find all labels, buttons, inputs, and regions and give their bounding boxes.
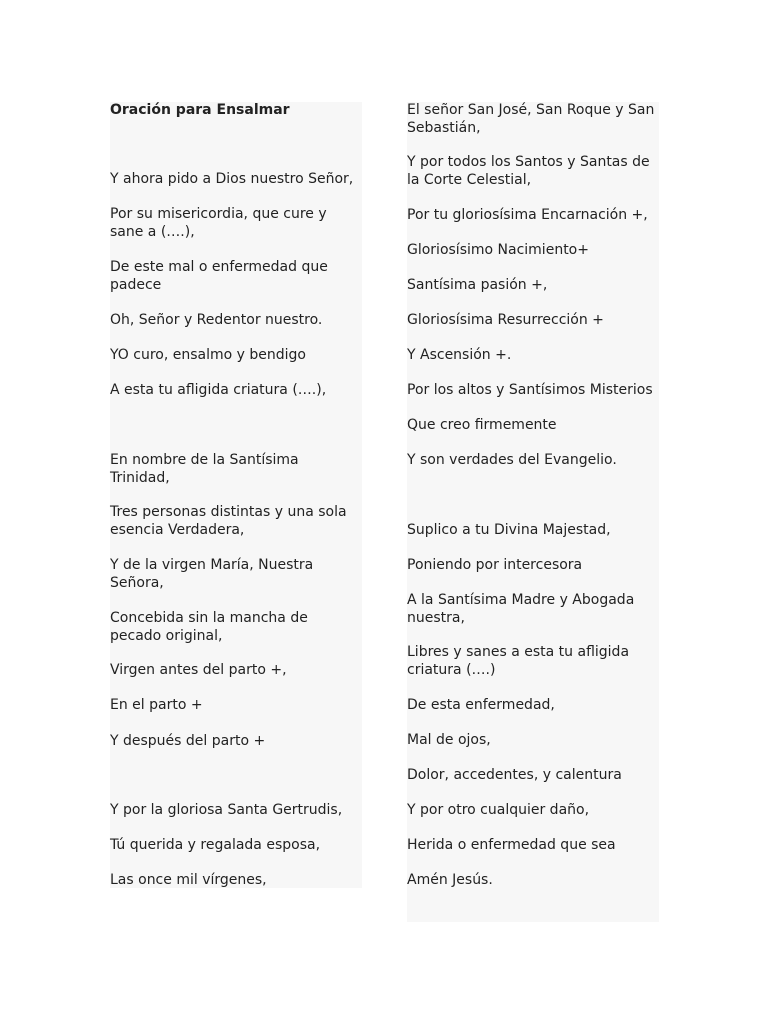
prayer-line: De esta enfermedad, xyxy=(407,697,555,713)
prayer-line: Las once mil vírgenes, xyxy=(110,872,267,888)
prayer-line: Y Ascensión +. xyxy=(407,347,512,363)
prayer-line: Y son verdades del Evangelio. xyxy=(407,452,617,468)
prayer-line: Oh, Señor y Redentor nuestro. xyxy=(110,312,323,328)
prayer-line: El señor San José, San Roque y San Sebastián, xyxy=(407,102,655,136)
prayer-line: Amén Jesús. xyxy=(407,872,493,888)
prayer-line: Virgen antes del parto +, xyxy=(110,662,287,678)
prayer-line: A la Santísima Madre y Abogada nuestra, xyxy=(407,592,635,626)
prayer-line: Mal de ojos, xyxy=(407,732,491,748)
prayer-line: Y por otro cualquier daño, xyxy=(407,802,590,818)
prayer-line: Gloriosísimo Nacimiento+ xyxy=(407,242,589,258)
prayer-line: Tres personas distintas y una sola esencia Verdadera, xyxy=(110,504,347,538)
prayer-line: Suplico a tu Divina Majestad, xyxy=(407,522,611,538)
prayer-line: A esta tu afligida criatura (….), xyxy=(110,382,327,398)
document-title: Oración para Ensalmar xyxy=(110,102,290,118)
prayer-line: En el parto + xyxy=(110,697,203,713)
prayer-line: Por tu gloriosísima Encarnación +, xyxy=(407,207,648,223)
prayer-line: Poniendo por intercesora xyxy=(407,557,583,573)
prayer-line: Que creo firmemente xyxy=(407,417,557,433)
prayer-line: De este mal o enfermedad que padece xyxy=(110,259,328,293)
prayer-line: Dolor, accedentes, y calentura xyxy=(407,767,622,783)
prayer-line: Por su misericordia, que cure y sane a (….), xyxy=(110,206,327,240)
prayer-line: Tú querida y regalada esposa, xyxy=(110,837,321,853)
right-column xyxy=(407,102,659,922)
prayer-line: Gloriosísima Resurrección + xyxy=(407,312,604,328)
prayer-line: Herida o enfermedad que sea xyxy=(407,837,616,853)
prayer-line: YO curo, ensalmo y bendigo xyxy=(110,347,306,363)
prayer-line: Y ahora pido a Dios nuestro Señor, xyxy=(110,171,354,187)
prayer-line: Y de la virgen María, Nuestra Señora, xyxy=(110,557,314,591)
prayer-line: Santísima pasión +, xyxy=(407,277,548,293)
prayer-line: Libres y sanes a esta tu afligida criatura (….) xyxy=(407,644,630,678)
prayer-line: Por los altos y Santísimos Misterios xyxy=(407,382,653,398)
prayer-line: En nombre de la Santísima Trinidad, xyxy=(110,452,299,486)
prayer-line: Y después del parto + xyxy=(110,733,266,749)
prayer-line: Concebida sin la mancha de pecado original, xyxy=(110,610,308,644)
prayer-line: Y por todos los Santos y Santas de la Corte Celestial, xyxy=(407,154,650,188)
prayer-line: Y por la gloriosa Santa Gertrudis, xyxy=(110,802,343,818)
left-column xyxy=(110,102,362,888)
